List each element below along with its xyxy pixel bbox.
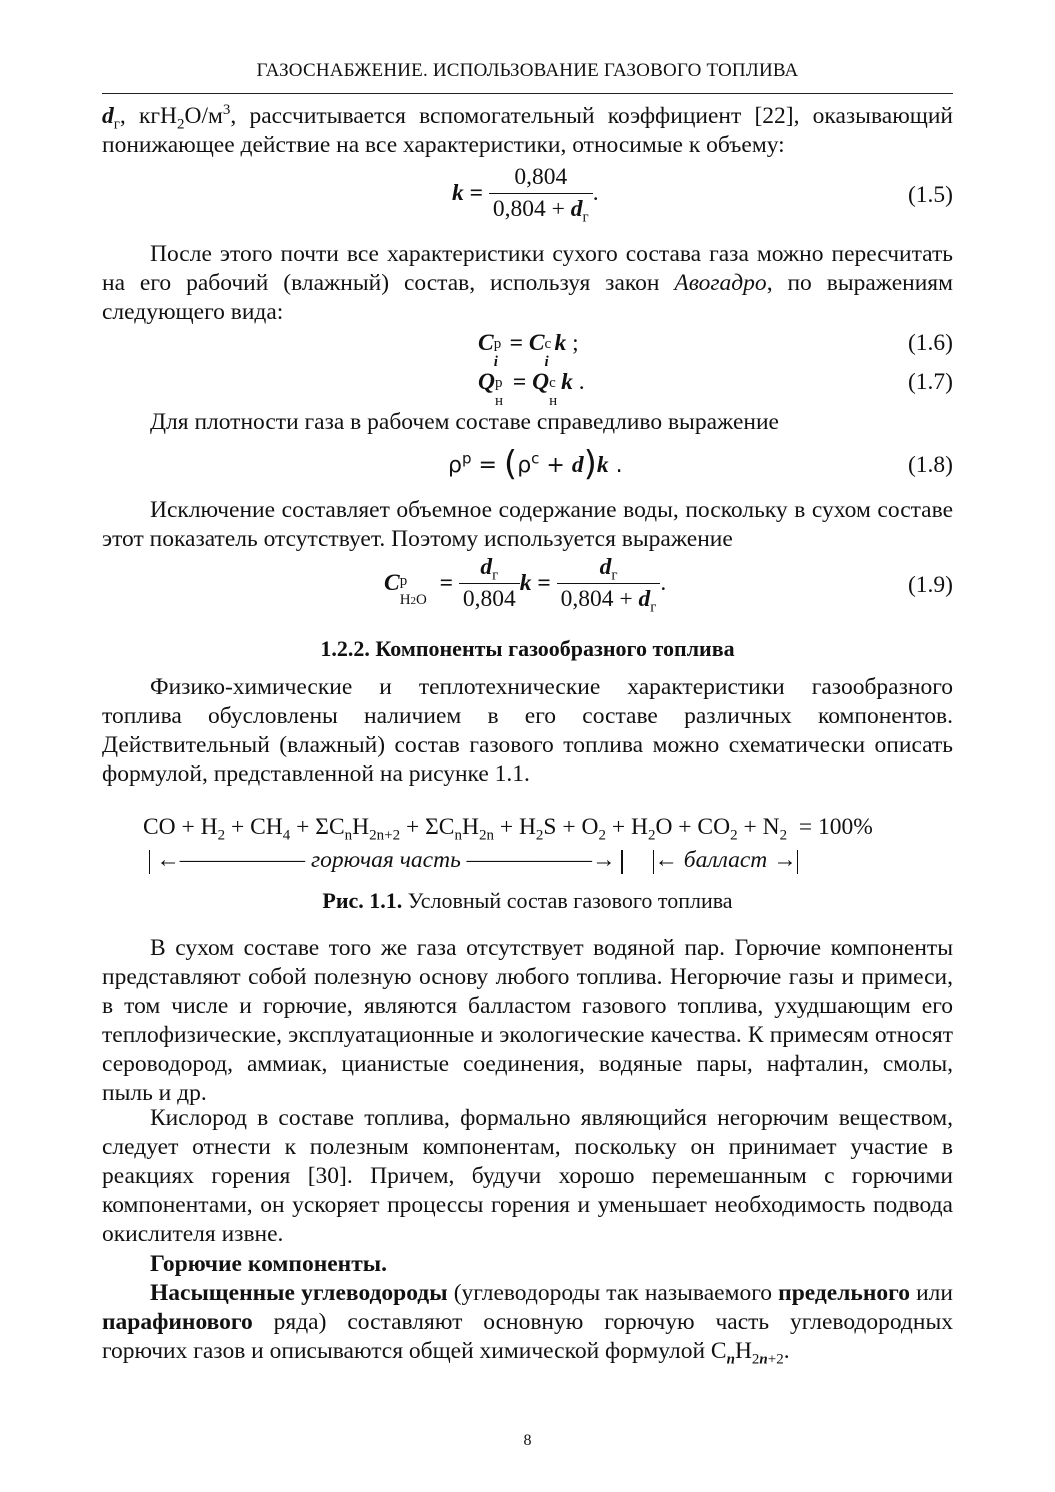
paragraph-5: Физико-химические и теплотехнические характеристики газообразного топлива обусловлены наличием в его составе различных компонентов. Действительный (влажный) состав газового топлива можно схематически описать формулой, представленной на рисунке 1.1. xyxy=(102,674,953,787)
paragraph-2-a: После этого почти все характеристики сухого состава газа можно пересчитать на его рабочий (влажный) состав, используя закон xyxy=(102,241,953,296)
page-number: 8 xyxy=(523,1432,532,1449)
equation-1-5: k = $\frac{0,804}{0,804 + d_г}$ . (1.5) xyxy=(452,164,953,226)
eq15-equals: = xyxy=(469,180,484,206)
composition-scheme xyxy=(143,814,943,878)
section-heading: 1.2.2. Компоненты газообразного топлива xyxy=(320,636,735,661)
paragraph-7: Кислород в составе топлива, формально являющийся негорючим веществом, следует отнести к полезным компонентам, поскольку он принимает участие в реакциях горения [30]. Причем, будучи хорошо перемешанным с горючими компонентами, он ускоряет процессы горения и уменьшает необходимость подвода окислителя извне. xyxy=(102,1105,953,1247)
running-header: ГАЗОСНАБЖЕНИЕ. ИСПОЛЬЗОВАНИЕ ГАЗОВОГО ТОПЛИВА xyxy=(256,60,799,81)
eq19-den2a: 0,804 + xyxy=(560,586,633,612)
eq15-den-a: 0,804 + xyxy=(492,196,565,222)
p8-t2: или xyxy=(909,1280,953,1306)
paragraph-8: Насыщенные углеводороды (углеводороды так называемого предельного или парафинового ряда) составляют основную горючую часть углеводородных горючих газов и описываются общей химической формулой $C_nH_{2n+2}$. xyxy=(102,1280,953,1368)
subheading: Горючие компоненты. xyxy=(150,1251,387,1277)
ballast-label: балласт xyxy=(683,847,768,873)
eq16-label: (1.6) xyxy=(907,330,953,356)
eq19-label: (1.9) xyxy=(907,572,953,598)
composition-formula: CO + $H_2 + CH_4 + \Sigma C_nH_{2n+2} + \Sigma C_nH_{2n} + H_2S + O_2 + H_2O + CO_2 + N_2 = 100\%$ xyxy=(143,814,873,844)
eq15-den-sub: г xyxy=(582,209,589,226)
var-d-sub: г xyxy=(113,116,120,133)
paragraph-1 xyxy=(102,102,953,160)
figure-caption-text: Условный состав газового топлива xyxy=(402,888,733,913)
p8-t3: ряда) составляют основную горючую часть углеводородных горючих газов и описываются общей химической формулой C xyxy=(102,1309,953,1364)
equation-1-6: C р i = C с i k ; (1.6) xyxy=(478,330,953,370)
eq15-den-var: d xyxy=(570,196,583,222)
p8-bold3: парафинового xyxy=(102,1309,253,1335)
formula-end: = 100% xyxy=(798,814,873,840)
eq19-den1: 0,804 xyxy=(459,583,520,613)
paragraph-1-text: , рассчитывается вспомогательный коэффициент [22], оказывающий понижающее действие на все характеристики, относимые к объему: xyxy=(102,103,953,158)
eq18-label: (1.8) xyxy=(907,452,953,478)
combustible-bracket: ←—————— горючая часть ——————→ xyxy=(150,847,622,873)
eq15-fraction xyxy=(489,164,593,226)
sub-2: 2 xyxy=(177,116,185,133)
paragraph-2-italic: Авогадро xyxy=(674,270,767,296)
unit-sup: 3 xyxy=(222,102,231,119)
p8-bold1: Насыщенные углеводороды xyxy=(150,1280,448,1306)
equation-1-8: $\rho^р = (\rho^с + d)k$ . (1.8) xyxy=(448,444,953,484)
eq15-numerator: 0,804 xyxy=(514,164,568,190)
unit-mid: O/м xyxy=(184,103,223,129)
equation-1-9: C р H2O = $\frac{d_г}{0,804}$ k = $\frac{d_г}{0,804 + d_г}$ . (1.9) xyxy=(384,554,953,616)
paragraph-6: В сухом составе того же газа отсутствует водяной пар. Горючие компоненты представляют собой полезную основу любого топлива. Негорючие газы и примеси, в том числе и горючие, являются балластом газового топлива, ухудшающим его теплофизические, эксплуатационные и экологические качества. К примесям относят сероводород, аммиак, цианистые соединения, водяные пары, нафталин, смолы, пыль и др. xyxy=(102,935,953,1106)
eq15-lhs: k xyxy=(452,180,464,206)
combustible-label: горючая часть xyxy=(311,847,461,873)
eq15-label: (1.5) xyxy=(907,182,953,208)
figure-label: Рис. 1.1. xyxy=(322,888,403,913)
ballast-bracket: ← балласт → xyxy=(654,847,797,873)
paragraph-4: Исключение составляет объемное содержание воды, поскольку в сухом составе этот показатель отсутствует. Поэтому используется выражение xyxy=(102,497,953,552)
paragraph-3: Для плотности газа в рабочем составе справедливо выражение xyxy=(150,409,779,435)
var-d: d xyxy=(102,103,114,129)
equation-1-7: Q р н = Q с н k . (1.7) xyxy=(478,369,953,409)
figure-caption xyxy=(102,888,953,914)
paragraph-2 xyxy=(102,240,953,327)
paragraph-2-b: , по выражениям следующего вида: xyxy=(102,270,953,325)
unit-pre: , кгH xyxy=(119,103,177,129)
eq17-label: (1.7) xyxy=(907,369,953,395)
eq15-denominator xyxy=(489,193,593,226)
p8-bold2: предельного xyxy=(778,1280,910,1306)
p8-t1: (углеводороды так называемого xyxy=(447,1280,779,1306)
header-rule xyxy=(102,93,953,94)
